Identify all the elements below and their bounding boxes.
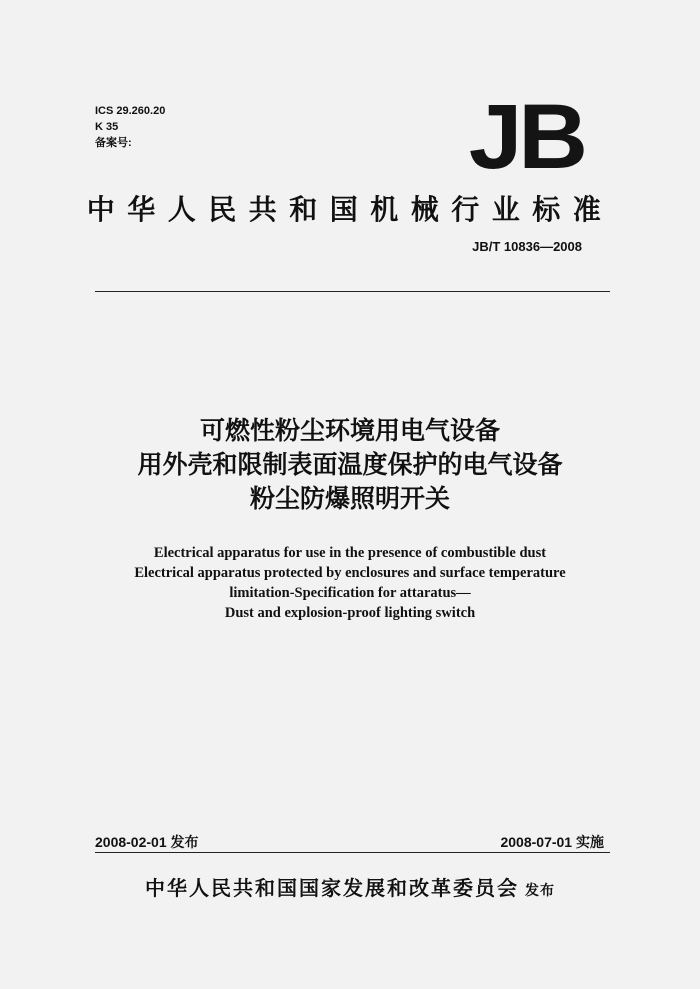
standard-number: JB/T 10836—2008 <box>472 239 582 254</box>
english-title-line-3: limitation-Specification for attaratus— <box>229 585 471 601</box>
english-title-line-2: Electrical apparatus protected by enclosures and surface temperature <box>134 565 566 581</box>
ics-code: ICS 29.260.20 <box>95 105 166 117</box>
organization-title: 中华人民共和国机械行业标准 <box>86 193 614 226</box>
english-title-line-4: Dust and explosion-proof lighting switch <box>224 605 476 621</box>
publisher-name: 中华人民共和国国家发展和改革委员会 <box>145 876 519 900</box>
issue-date: 2008-02-01 发布 <box>95 834 199 850</box>
chinese-title-line-2: 用外壳和限制表面温度保护的电气设备 <box>137 450 563 479</box>
chinese-title-line-1: 可燃性粉尘环境用电气设备 <box>199 416 500 445</box>
record-number-label: 备案号: <box>95 137 132 149</box>
english-title-line-1: Electrical apparatus for use in the presence of combustible dust <box>153 545 547 561</box>
publisher <box>0 872 700 901</box>
jb-logo: JB <box>468 86 584 188</box>
header-divider <box>95 291 610 292</box>
publisher-suffix: 发布 <box>525 883 555 899</box>
footer-divider <box>95 852 610 853</box>
classification-code: K 35 <box>95 121 119 133</box>
chinese-title-line-3: 粉尘防爆照明开关 <box>249 484 450 513</box>
effective-date: 2008-07-01 实施 <box>500 834 604 850</box>
